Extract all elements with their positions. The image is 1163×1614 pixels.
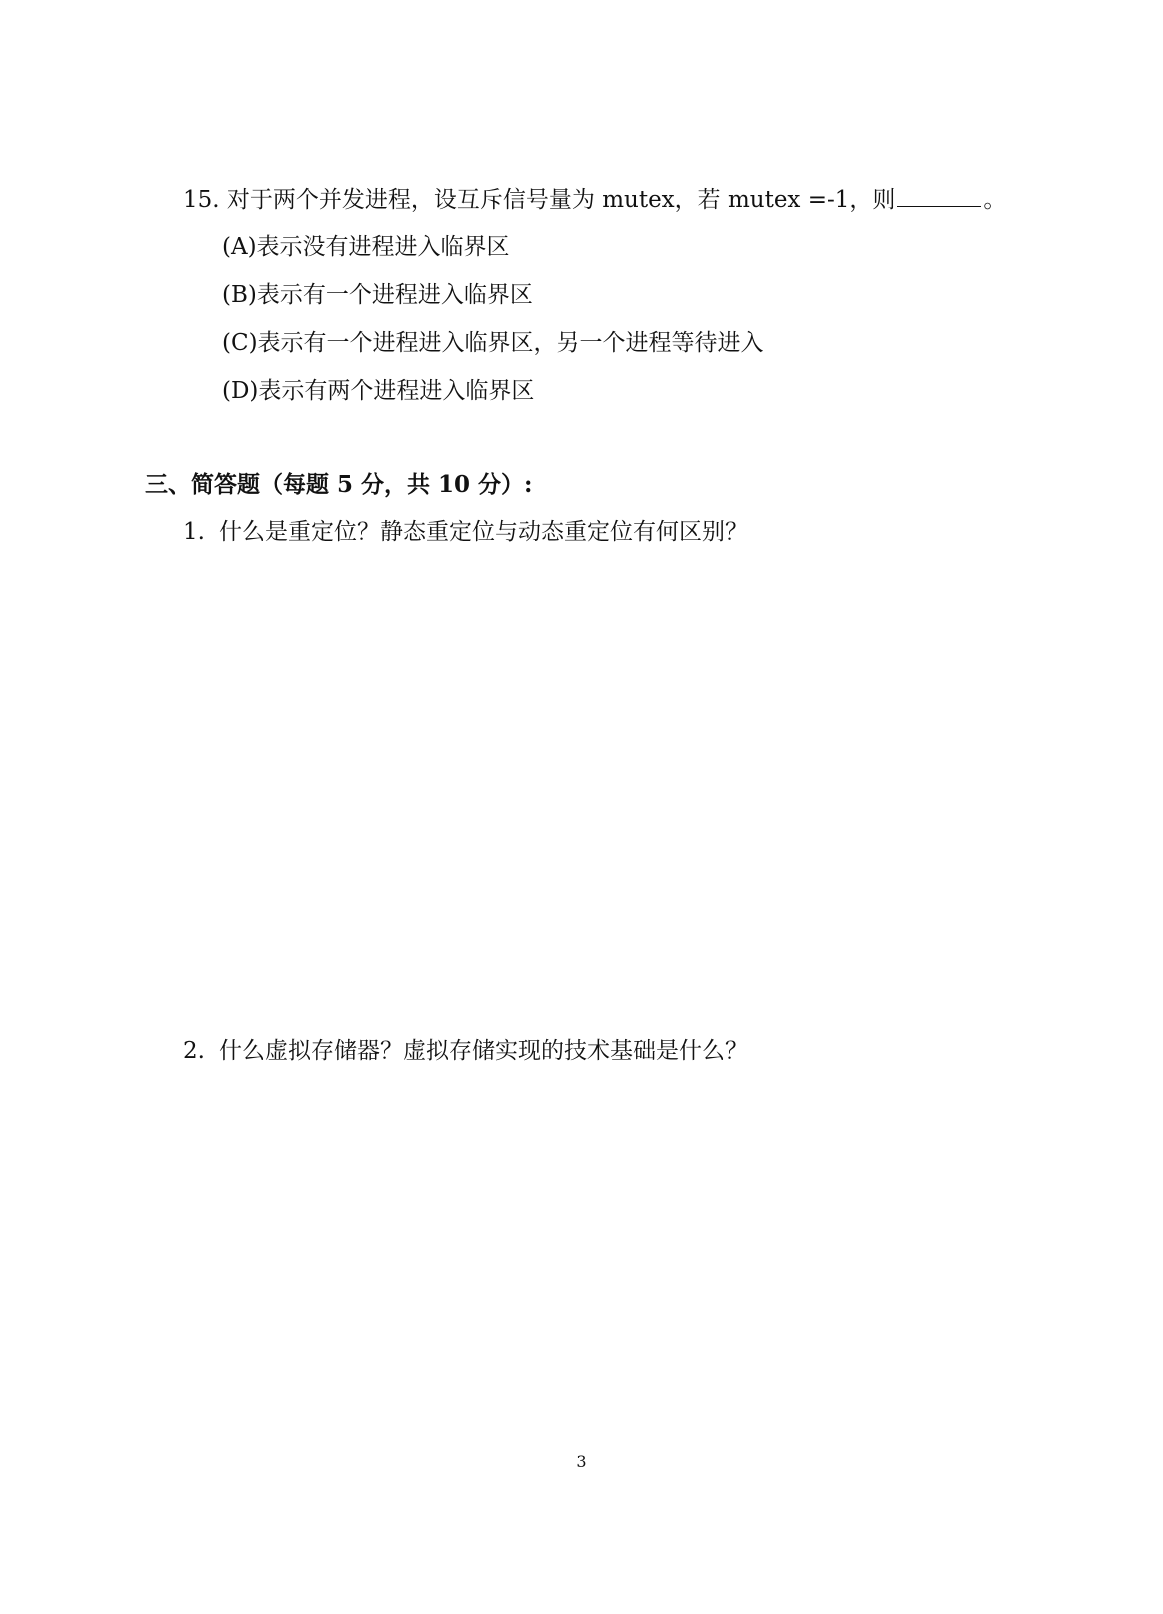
option-c: (C)表示有一个进程进入临界区，另一个进程等待进入 [222, 330, 764, 356]
option-a: (A)表示没有进程进入临界区 [222, 234, 510, 260]
option-b: (B)表示有一个进程进入临界区 [222, 282, 533, 308]
short-answer-question-1 [183, 517, 748, 547]
answer-blank [897, 184, 981, 207]
option-d: (D)表示有两个进程进入临界区 [222, 378, 535, 404]
question-15-end: 。 [983, 187, 1007, 213]
question-number: 2. [183, 1038, 205, 1064]
question-15-stem [183, 184, 1006, 215]
question-15-text: 15. 对于两个并发进程，设互斥信号量为 mutex，若 mutex =-1，则 [183, 187, 896, 213]
short-answer-question-2 [183, 1036, 748, 1066]
page-number: 3 [576, 1452, 587, 1471]
question-number: 1. [183, 519, 205, 545]
question-text: 什么虚拟存储器？虚拟存储实现的技术基础是什么？ [219, 1038, 748, 1064]
question-text: 什么是重定位？静态重定位与动态重定位有何区别？ [219, 519, 748, 545]
section-heading-short-answer: 三、简答题（每题 5 分，共 10 分）: [145, 471, 533, 498]
